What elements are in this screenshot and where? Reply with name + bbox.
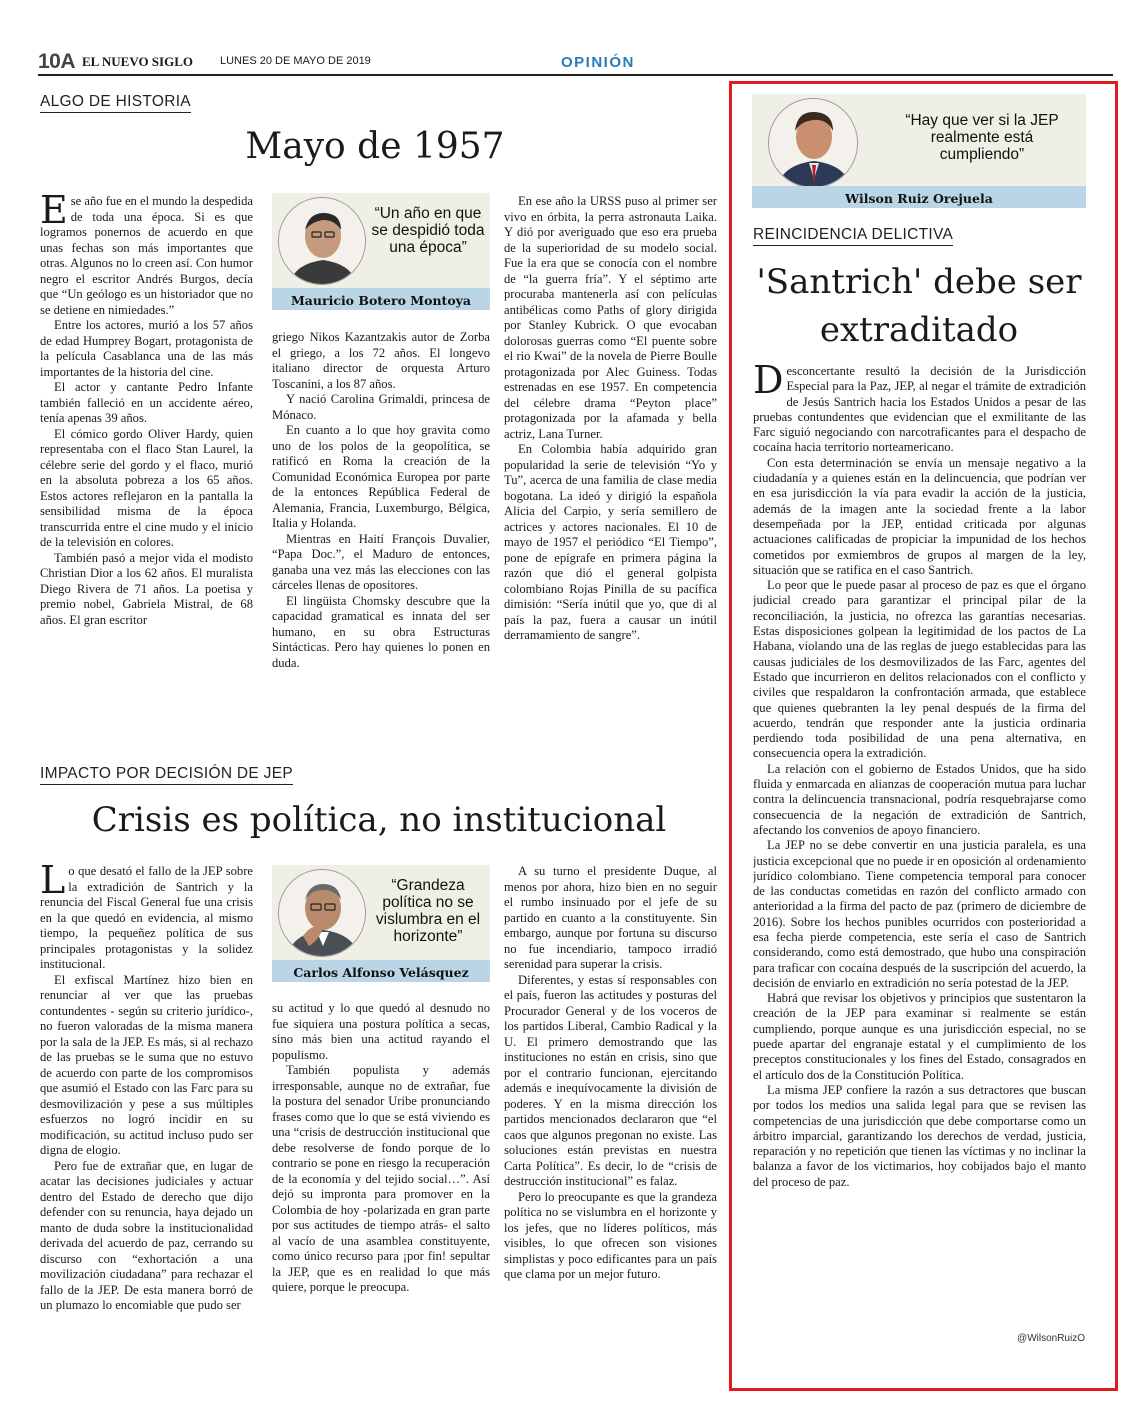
article1-author-box: [272, 193, 490, 310]
article2-paragraph: Pero fue de extrañar que, en lugar de acatar las decisiones judiciales y actuar dentro del Estado de derecho que dijo defender con su renuncia, haya dejado un manto de duda sobre la institucionalidad derivada del acuerdo de paz, cerrando su discurso con “exhortación a una movilización ciudadana” para rechazar el fallo de la JEP. De esta manera borró de un plumazo lo encomiable que pudo ser: [40, 1158, 253, 1312]
article2-column-3: [504, 864, 717, 1354]
page-number: 10A: [38, 50, 76, 73]
article1-paragraph: Mientras en Haití François Duvalier, “Papa Doc.”, el Maduro de entonces, ganaba una vez más las elecciones con las cárceles llenas de opositores.: [272, 531, 490, 592]
portrait-image: [279, 198, 366, 285]
article2-paragraph: su actitud y lo que quedó al desnudo no fue siquiera una postura política a secas, sino más bien una actitud rayando el populismo.: [272, 1001, 490, 1062]
article3-paragraph: Con esta determinación se envía un mensaje negativo a la ciudadanía y a quienes están en la delincuencia, que podrían ver en esa jurisdicción la vía para evadir la acción de la justicia, además de la imagen ante la sociedad frente a la labor desempeñada por la JEP, entidad criticada por algunas actuaciones calificadas de propiciar la impunidad de los hechos cometidos por exmiembros de grupos al margen de la ley, situación que se ratifica en el caso Santrich.: [753, 455, 1086, 577]
article3-paragraph: La misma JEP confiere la razón a sus detractores que buscan por todos los medios una salida legal para que se revisen las competencias de una jurisdicción que debe comportarse como un árbitro imparcial, garantizando los derechos de verdad, justicia, reparación y no repetición que tienen las víctimas y no inclinar la balanza a favor de los victimarios, hoy cobijados bajo el manto del proceso de paz.: [753, 1082, 1086, 1189]
article2-paragraph: También populista y además irresponsable, aunque no de extrañar, fue la postura del senador Uribe pronunciando frases como que lo que se está viviendo es una “crisis de destrucción institucional que debe resolverse de fondo porque de lo contrario se pone en riesgo la recuperación de la economía y del tejido social…”. Así dejó su impronta para promover en la Colombia de hoy -polarizada en gran parte por sus actitudes de tiempo atrás- el salto al vacío de una asamblea constituyente, como único recurso para ¡por fin! sepultar la JEP, que es en realidad lo que más quiere, porque le preocupa.: [272, 1063, 490, 1294]
drop-cap: E: [40, 194, 68, 232]
section-name: OPINIÓN: [561, 54, 635, 71]
article1-headline: Mayo de 1957: [245, 126, 505, 167]
article1-paragraph: Entre los actores, murió a los 57 años de edad Humprey Bogart, protagonista de la película Casablanca una de las más importantes de la historia del cine.: [40, 318, 253, 379]
drop-cap: L: [40, 864, 66, 902]
article1-paragraph: Ese año fue en el mundo la despedida de toda una época. Si es que logramos ponernos de acuerdo en que unas fechas son más importantes que otras. Algunos no lo creen así. Con humor negro el escritor Andrés Burgos, decía que “Un geólogo es un historiador que no se detiene en nimiedades.”: [40, 194, 253, 317]
article1-column-2: [272, 330, 490, 680]
article1-paragraph: El cómico gordo Oliver Hardy, quien representaba con el flaco Stan Laurel, la célebre serie del gordo y el flaco, murió en la absoluta pobreza a los 65 años. Estos actores reflejaron en la pantalla la sensibilidad misma de la época transcurrida entre el cine mudo y el inicio de la televisión en colores.: [40, 426, 253, 549]
author-portrait: [768, 98, 858, 188]
drop-cap: D: [753, 364, 784, 402]
article3-author: Wilson Ruiz Orejuela: [845, 191, 993, 206]
article2-column-1: [40, 864, 253, 1354]
author-portrait: [278, 197, 366, 285]
article2-paragraph: A su turno el presidente Duque, al menos por ahora, hizo bien en no seguir el rumbo insinuado por el jefe de su partido en cuanto a la constituyente. Sin embargo, aunque por fortuna su discurso no fue incendiario, tampoco irradió serenidad para superar la crisis.: [504, 864, 717, 971]
article2-pull-quote: “Grandeza política no se vislumbra en el horizonte”: [375, 877, 481, 945]
article2-kicker: IMPACTO POR DECISIÓN DE JEP: [40, 765, 293, 785]
publication-date: LUNES 20 DE MAYO DE 2019: [220, 55, 371, 67]
article1-paragraph: En cuanto a lo que hoy gravita como uno de los polos de la geopolítica, se ratificó en Roma la creación de la Comunidad Económica Europea por parte de la entonces República Federal de Alemania, Francia, Luxemburgo, Bélgica, Italia y Holanda.: [272, 423, 490, 530]
article3-paragraph: Lo peor que le puede pasar al proceso de paz es que el órgano judicial creado para garantizar el principal pilar de la reconciliación, la justicia, no ofrezca las garantías necesarias. Estas disposiciones golpean la legitimidad de los pactos de La Habana, violando una de las reglas de juego establecidas para las causas judiciales de los desmovilizados de las Farc, agentes del Estado que incurrieron en delitos relacionados con el conflicto y civiles que respaldaron la confrontación armada, que establece que quienes quebranten la ley penal después de la firma del acuerdo, tendrán que responder ante la justicia ordinaria perdiendo toda posibilidad de una pena alternativa, en consecuencia opera la extradición.: [753, 578, 1086, 761]
article1-author: Mauricio Botero Montoya: [290, 293, 472, 308]
article1-paragraph: Y nació Carolina Grimaldi, princesa de Mónaco.: [272, 392, 490, 422]
article1-pull-quote: “Un año en que se despidió toda una época”: [371, 205, 485, 256]
author-social-handle: @WilsonRuizO: [1017, 1333, 1085, 1344]
article3-paragraph: Desconcertante resultó la decisión de la Jurisdicción Especial para la Paz, JEP, al negar el trámite de extradición de Jesús Santrich hacia los Estados Unidos a pesar de las pruebas contundentes que evidencian que el exmilitante de las Farc siguió negociando con narcotraficantes para el despacho de cocaína hacia territorio norteamericano.: [753, 364, 1086, 455]
article3-paragraph: La relación con el gobierno de Estados Unidos, que ha sido fluida y enmarcada en alianzas de cooperación mutua para luchar contra la delincuencia transnacional, podría resquebrajarse como consecuencia de la negación de extradición de Santrich, afectando los convenios de apoyo financiero.: [753, 761, 1086, 837]
article3-author-box: [752, 94, 1086, 208]
article1-column-1: [40, 194, 253, 684]
article3-paragraph: La JEP no se debe convertir en una justicia paralela, es una justicia excepcional que no puede ir en oposición al ordenamiento jurídico colombiano. Tiene competencia temporal para conocer de las conductas cometidas en razón del conflicto armado con anterioridad a la firma del pacto de paz (primero de diciembre de 2016). Sobre los hechos punibles ocurridos con posterioridad a esa fecha pierde competencia, este sería el caso de Santrich considerando, como está demostrado, que hubo una conspiración para traficar con cocaína después de la suscripción del acuerdo, la decisión de enviarlo en extradición no sería potestad de la JEP.: [753, 838, 1086, 990]
publication-name: EL NUEVO SIGLO: [82, 54, 193, 69]
article3-kicker: REINCIDENCIA DELICTIVA: [753, 226, 953, 246]
article1-paragraph: El actor y cantante Pedro Infante también falleció en un accidente aéreo, tenía apenas 39 años.: [40, 380, 253, 425]
article2-paragraph: Lo que desató el fallo de la JEP sobre la extradición de Santrich y la renuncia del Fiscal General fue una crisis en la que quedó en evidencia, al mismo tiempo, la pequeñez política de sus principales protagonistas y la solidez institucional.: [40, 864, 253, 971]
article2-paragraph: Diferentes, y estas sí responsables con el país, fueron las actitudes y posturas del Procurador General y de los voceros de los partidos Liberal, Cambio Radical y la U. El primero demostrando que las instituciones no están en crisis, sino que por el contrario funcionan, ejercitando además e inequívocamente la división de poderes. Y en la misma dirección los partidos mencionados declararon que “el caos que algunos pregonan no existe. Las soluciones están previstas en nuestra Carta Política”. Es decir, lo de “crisis de destrucción institucional” es falaz.: [504, 972, 717, 1188]
article1-kicker: ALGO DE HISTORIA: [40, 93, 191, 113]
article3-body: [753, 364, 1086, 1329]
article1-column-3: [504, 194, 717, 684]
article3-paragraph: Habrá que revisar los objetivos y principios que sustentaron la creación de la JEP para examinar si realmente se están cumpliendo, porque aunque es una jurisdicción especial, no se puede apartar del engranaje estatal y el cumplimiento de los preceptos constitucionales y los fines del Estado, consagrados en el artículo dos de la Constitución Política.: [753, 991, 1086, 1082]
article2-headline: Crisis es política, no institucional: [91, 800, 667, 840]
article1-paragraph: griego Nikos Kazantzakis autor de Zorba el griego, a los 72 años. El longevo italiano director de orquesta Arturo Toscanini, a los 87 años.: [272, 330, 490, 391]
portrait-image: [279, 870, 366, 957]
article2-column-2: [272, 1001, 490, 1351]
article2-paragraph: El exfiscal Martínez hizo bien en renunciar al ver que las pruebas contundentes - según su criterio jurídico-, no fueron valoradas de la misma manera por la sala de la JEP. Es más, si al rechazo de las pruebas se le suma que no estuvo de acuerdo con parte de los compromisos que asumió el Estado con las Farc para su desmovilización y pese a sus múltiples esfuerzos no logró incidir en su modificación, su actitud incluso pudo ser digna de elogio.: [40, 972, 253, 1157]
article2-paragraph: Pero lo preocupante es que la grandeza política no se vislumbra en el horizonte y los jefes, que no líderes políticos, más visibles, lo que ofrecen son visiones simplistas y poco edificantes para un país que clama por un mejor futuro.: [504, 1189, 717, 1281]
article1-paragraph: El lingüista Chomsky descubre que la capacidad gramatical es innata del ser humano, en su obra Estructuras Sintácticas. Pero hay quienes lo ponen en duda.: [272, 593, 490, 670]
article3-pull-quote: “Hay que ver si la JEP realmente está cumpliendo”: [905, 112, 1059, 163]
article1-paragraph: En Colombia había adquirido gran popularidad la serie de televisión “Yo y Tu”, acerca de una familia de clase media bogotana. La ideó y dirigió la española Alicia del Carpio, y sería semillero de actrices y actores nacionales. El 10 de mayo de 1957 el periódico “El Tiempo”, pone de epígrafe en primera página la razón que dió el general golpista colombiano Rojas Pinilla de su pacífica dimisión: “Sería inútil que yo, que di al país la paz, fuera a causar un inútil derramamiento de sangre”.: [504, 442, 717, 642]
article3-headline: 'Santrich' debe ser extraditado: [756, 262, 1082, 350]
article2-author-box: [272, 865, 490, 982]
portrait-image: [769, 99, 858, 188]
author-portrait: [278, 869, 366, 957]
article1-paragraph: También pasó a mejor vida el modisto Christian Dior a los 62 años. El muralista Diego Rivera de 71 años. La poetisa y premio nobel, Gabriela Mistral, de 68 años. El gran escritor: [40, 550, 253, 627]
article2-author: Carlos Alfonso Velásquez: [293, 965, 469, 980]
article1-paragraph: En ese año la URSS puso al primer ser vivo en órbita, la perra astronauta Laika. Y dió por averiguado que eso era prueba de la superioridad de su modelo social. Fue la era que se conocía con el nombre de “la guerra fría”. Y el séptimo arte procuraba mantenerla así con películas antibélicas como Paths of glory dirigida por Stanley Kubrick. O que evocaban dolorosas guerras como “El puente sobre el rio Kwai” de la novela de Pierre Boulle protagonizada por Alec Guiness. Todas estrenadas en ese 1957. En competencia del célebre drama “Peyton place” protagonizada por la afamada y bella actriz, Lana Turner.: [504, 194, 717, 441]
masthead: [38, 50, 1113, 76]
